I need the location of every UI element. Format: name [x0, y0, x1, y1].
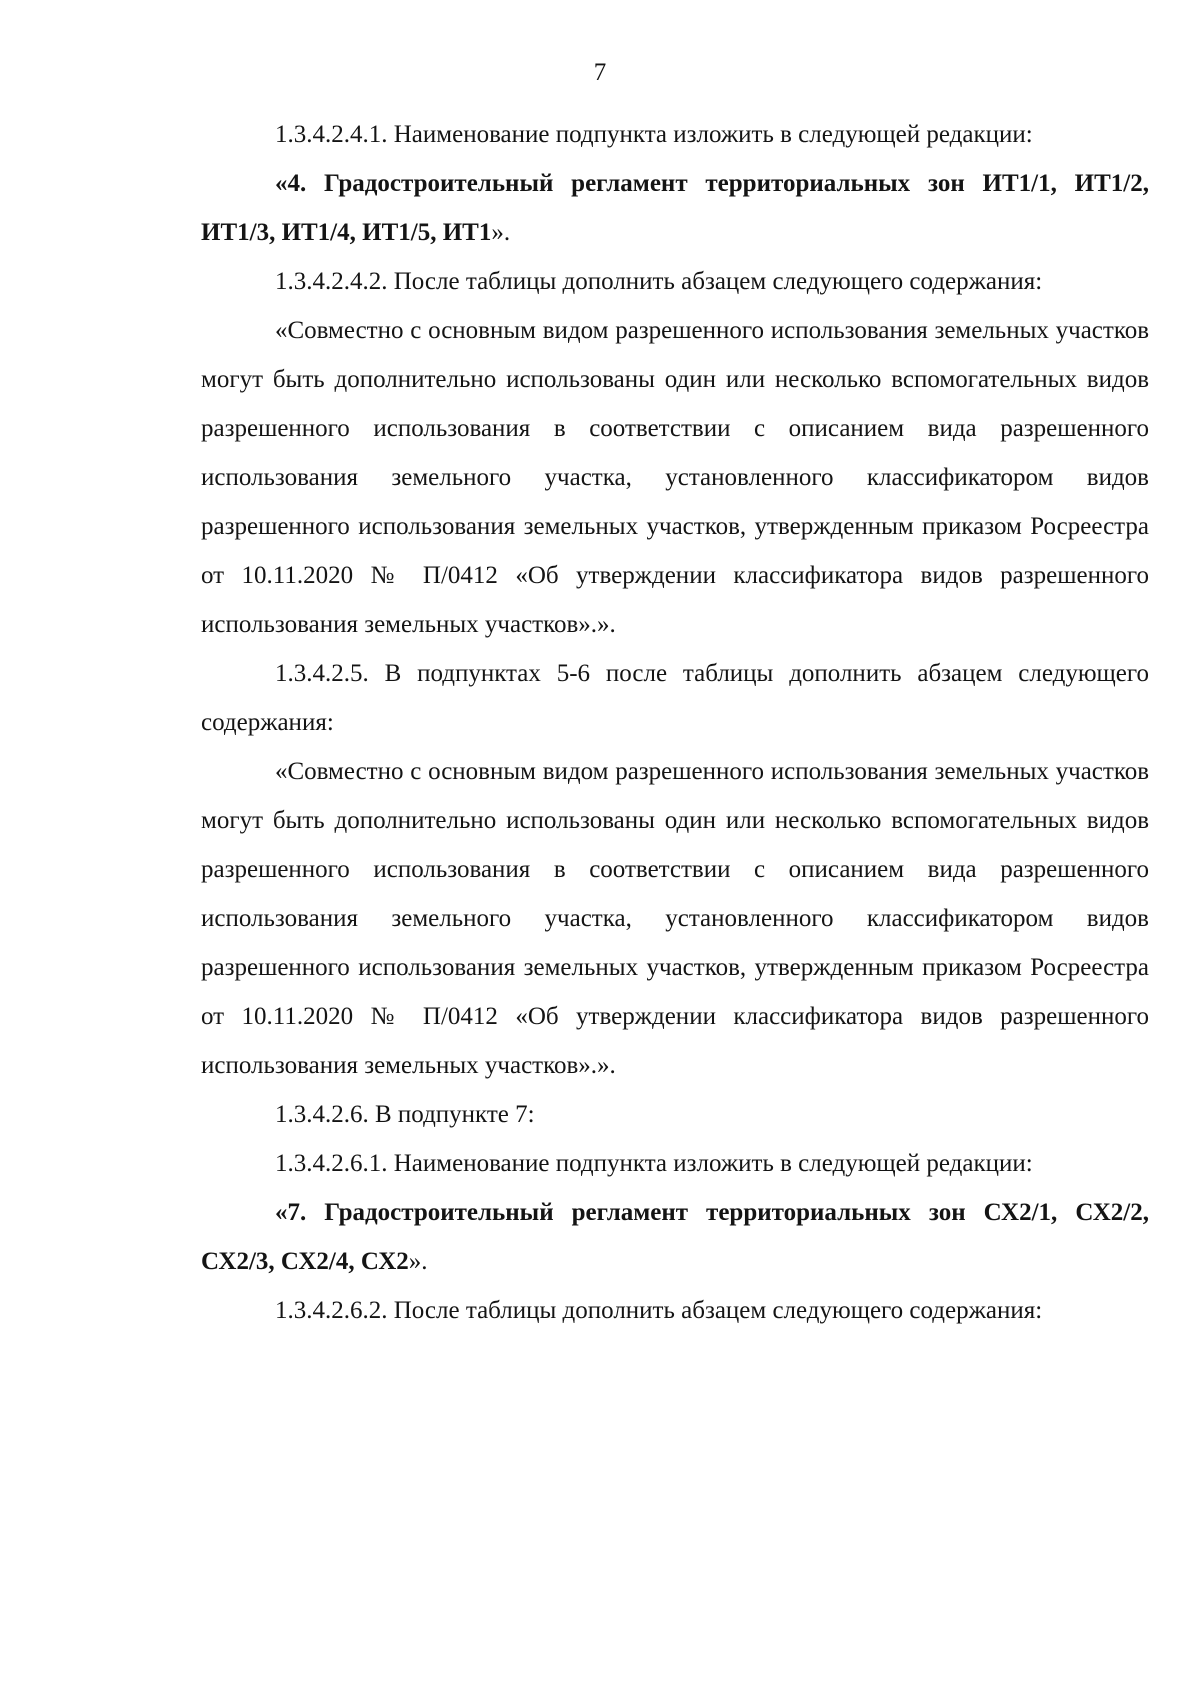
title-it1-tail: ». [491, 219, 511, 246]
title-sx2-bold: «7. Градостроительный регламент территориальных зон СХ2/1, СХ2/2, СХ2/3, СХ2/4, СХ2 [201, 1199, 1149, 1275]
paragraph-1-3-4-2-5: 1.3.4.2.5. В подпунктах 5-6 после таблицы дополнить абзацем следующего содержания: [201, 660, 1149, 736]
paragraph-quote-5-6: «Совместно с основным видом разрешенного использования земельных участков могут быть дополнительно использованы один или несколько вспомогательных видов разрешенного использования в соответствии с описанием вида разрешенного использования земельного участка, установленного классификатором видов разрешенного использования земельных участков, утвержденным приказом Росреестра от 10.11.2020 № П/0412 «Об утверждении классификатора видов разрешенного использования земельных участков».». [201, 758, 1149, 1079]
paragraph-1-3-4-2-4-1: 1.3.4.2.4.1. Наименование подпункта изложить в следующей редакции: [275, 121, 1033, 148]
paragraph-title-it1 [201, 159, 1149, 257]
paragraph-1-3-4-2-4-2: 1.3.4.2.4.2. После таблицы дополнить абзацем следующего содержания: [275, 268, 1043, 295]
paragraph-1-3-4-2-6-2: 1.3.4.2.6.2. После таблицы дополнить абзацем следующего содержания: [275, 1297, 1043, 1324]
paragraph-1-3-4-2-6: 1.3.4.2.6. В подпункте 7: [275, 1101, 535, 1128]
document-body [201, 110, 1149, 1335]
paragraph-quote-it1: «Совместно с основным видом разрешенного использования земельных участков могут быть дополнительно использованы один или несколько вспомогательных видов разрешенного использования в соответствии с описанием вида разрешенного использования земельного участка, установленного классификатором видов разрешенного использования земельных участков, утвержденным приказом Росреестра от 10.11.2020 № П/0412 «Об утверждении классификатора видов разрешенного использования земельных участков».». [201, 317, 1149, 638]
paragraph-title-sx2 [201, 1188, 1149, 1286]
paragraph-1-3-4-2-6-1: 1.3.4.2.6.1. Наименование подпункта изложить в следующей редакции: [275, 1150, 1033, 1177]
title-sx2-tail: ». [408, 1248, 428, 1275]
title-it1-bold: «4. Градостроительный регламент территориальных зон ИТ1/1, ИТ1/2, ИТ1/3, ИТ1/4, ИТ1/5, ИТ1 [201, 170, 1149, 246]
page-number: 7 [593, 59, 607, 86]
